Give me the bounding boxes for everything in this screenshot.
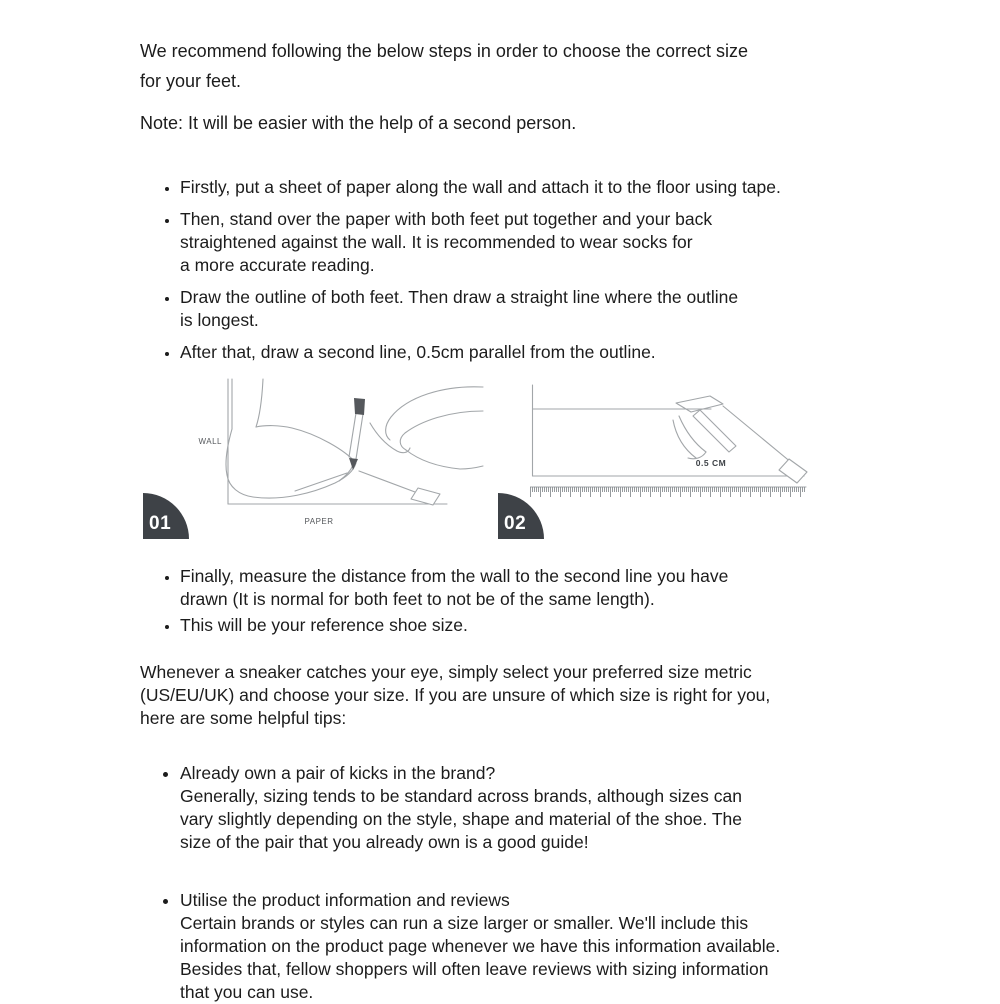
tip-body: Generally, sizing tends to be standard across brands, although sizes can vary slightly depending on the style, shape and material of the shoe. The size of the pair that you already own is a good guide! bbox=[180, 786, 742, 852]
figures-row bbox=[140, 373, 860, 541]
figure-02-number: 02 bbox=[504, 513, 527, 534]
tip-title: • Already own a pair of kicks in the brand? bbox=[180, 763, 496, 783]
offset-label: 0.5 CM bbox=[695, 458, 727, 468]
wall-label: WALL bbox=[198, 437, 222, 446]
step-item: • Then, stand over the paper with both feet put together and your back straightened against the wall. It is recommended to wear socks for a more accurate reading. bbox=[180, 208, 860, 277]
ruler-tick-marks bbox=[530, 487, 806, 498]
hand-with-pencil bbox=[673, 396, 736, 459]
ruler bbox=[530, 487, 806, 498]
foot-outline bbox=[226, 426, 356, 498]
figure-01-badge bbox=[143, 493, 189, 539]
tape-shape bbox=[411, 488, 440, 505]
foot-drawing bbox=[226, 379, 356, 498]
hand-top bbox=[676, 396, 723, 412]
figure-01-diagram bbox=[195, 373, 485, 533]
drawn-line bbox=[359, 471, 423, 495]
step-item: • Finally, measure the distance from the wall to the second line you have drawn (It is normal for both feet to not be of the same length). bbox=[180, 565, 860, 611]
tip-item bbox=[180, 889, 860, 1004]
pencil-icon bbox=[349, 398, 365, 470]
measurement-outline bbox=[533, 385, 805, 476]
measurement-steps-list bbox=[140, 176, 860, 364]
tips-intro-paragraph: Whenever a sneaker catches your eye, simply select your preferred size metric (US/EU/UK) and choose your size. If you are unsure of which size is right for you, here are some helpful tips: bbox=[140, 662, 771, 728]
results-steps-list bbox=[140, 565, 860, 637]
step-item: • Firstly, put a sheet of paper along the wall and attach it to the floor using tape. bbox=[180, 176, 860, 199]
tip-title: • Utilise the product information and reviews bbox=[180, 890, 510, 910]
drawn-line-and-tape bbox=[359, 471, 440, 505]
tape-shape bbox=[779, 459, 807, 483]
second-line bbox=[723, 406, 798, 468]
tip-item bbox=[180, 762, 860, 854]
intro-paragraph: We recommend following the below steps in order to choose the correct size for your feet. bbox=[140, 41, 748, 91]
tip-body: Certain brands or styles can run a size larger or smaller. We'll include this information on the product page whenever we have this information available. Besides that, fellow shoppers will often leave reviews with sizing information that you can use. bbox=[180, 913, 781, 1002]
second-line-and-tape bbox=[723, 406, 807, 483]
hand-outline bbox=[370, 387, 483, 469]
figure-01-number: 01 bbox=[149, 513, 172, 534]
paper-label: PAPER bbox=[304, 517, 334, 526]
note-paragraph: Note: It will be easier with the help of a second person. bbox=[140, 113, 577, 133]
tips-list bbox=[140, 762, 860, 1004]
step-item: • This will be your reference shoe size. bbox=[180, 614, 860, 637]
figure-02-diagram bbox=[530, 379, 822, 505]
step-item: • Draw the outline of both feet. Then draw a straight line where the outline is longest. bbox=[180, 286, 860, 332]
leg-front-line bbox=[256, 379, 263, 427]
step-item: • After that, draw a second line, 0.5cm parallel from the outline. bbox=[180, 341, 860, 364]
